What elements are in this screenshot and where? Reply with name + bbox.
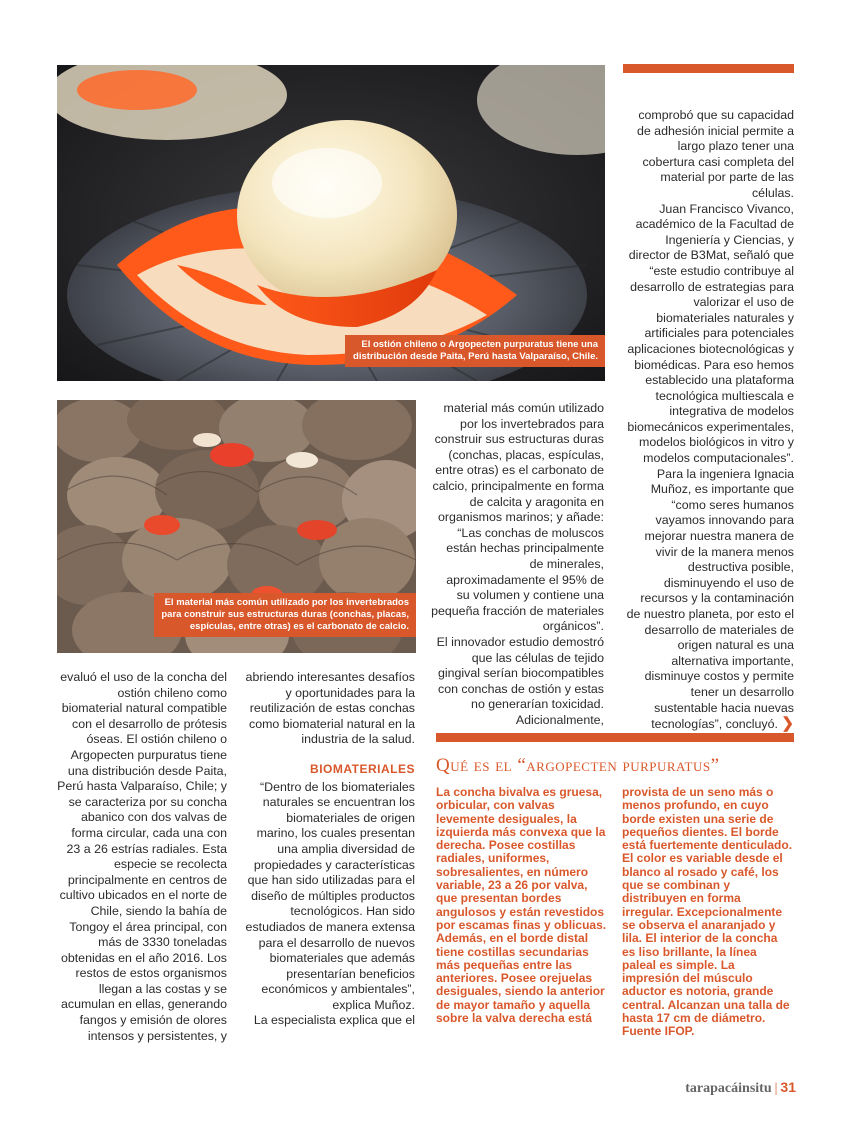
middle-lower-paragraph-3: La especialista explica que el: [253, 1013, 415, 1028]
right-column: [624, 108, 794, 733]
middle-lower-paragraph-2: “Dentro de los biomateriales naturales se encuentran los biomateriales de origen marino, los cuales presentan una amplia diversidad de propiedades y características que han sido utilizadas para el diseño de múltiples productos tecnológicos. Han sido estudiados de manera extensa para el desarrollo de nuevos biomateriales que además presentarían beneficios económicos y ambientales”, explica Muñoz.: [245, 779, 415, 1012]
middle-lower-paragraph-1: abriendo interesantes desafíos y oportunidades para la reutilización de estas conchas como biomaterial natural en la industria de la salud.: [245, 670, 415, 747]
page-number: 31: [780, 1079, 796, 1095]
left-column-paragraph-1: evaluó el uso de la concha del ostión chileno como biomaterial natural compatible con el desarrollo de prótesis óseas. El ostión chileno o Argopecten purpuratus tiene una distribución desde Paita, Perú hasta Valparaíso, Chile; y se caracteriza por su concha abanico con dos valvas de forma circular, cada una con 23 a 26 estrías radiales. Esta especie se recolecta principalmente en centros de cultivo ubicados en el norte de Chile, siendo la bahía de Tongoy el área principal, con más de 3330 toneladas obtenidas en el año 2016. Los restos de estos organismos llegan a las costas y se acumulan en ellas, generando fangos y emisión de olores intensos y persistentes, y: [57, 670, 227, 1043]
right-column-paragraph-3: [624, 467, 794, 733]
scallop-photo-illustration: [57, 65, 605, 381]
middle-upper-column: [430, 401, 604, 728]
middle-upper-paragraph-1: material más común utilizado por los invertebrados para construir sus estructuras duras (conchas, placas, espículas, entre otras) es el carbonato de calcio, principalmente en forma de calcita y aragonita en organismos marinos; y añade: “Las conchas de moluscos están hechas principalmente de minerales, aproximadamente el 95% de su volumen y contiene una pequeña fracción de materiales orgánicos”.: [431, 401, 604, 634]
shells-photo: [57, 400, 416, 653]
box-column-2: provista de un seno más o menos profundo, en cuyo borde existen una serie de pequeños dientes. El borde está fuertemente denticulado. El color es variable desde el blanco al rosado y café, los que se combinan y distribuyen en forma irregular. Excepcionalmente se observa el anaranjado y lila. El interior de la concha es liso brillante, la línea paleal es simple. La impresión del músculo aductor es notoria, grande central. Alcanzan una talla de hasta 17 cm de diámetro. Fuente IFOP.: [622, 785, 793, 1039]
left-column: [57, 670, 227, 1044]
middle-upper-paragraph-2: El innovador estudio demostró que las células de tejido gingival serían biocompatibles con conchas de ostión y estas no generarían toxicidad. Adicionalmente,: [436, 634, 604, 727]
scallop-photo-caption: El ostión chileno o Argopecten purpuratus tiene una distribución desde Paita, Perú hasta Valparaíso, Chile.: [345, 335, 605, 367]
right-column-paragraph-2: Juan Francisco Vivanco, académico de la Facultad de Ingeniería y Ciencias, y director de B3Mat, señaló que “este estudio contribuye al desarrollo de estrategias para valorizar el uso de biomateriales naturales y artificiales para potenciales aplicaciones biotecnológicas y biomédicas. Para eso hemos establecido una plataforma tecnológica multiescala e integrativa de modelos biomecánicos experimentales, modelos biológicos in vitro y modelos computacionales”.: [627, 201, 794, 466]
biomateriales-subheading: BIOMATERIALES: [310, 761, 415, 776]
middle-lower-column: [243, 670, 415, 1029]
right-column-paragraph-3-text: Para la ingeniera Ignacia Muñoz, es importante que “como seres humanos vayamos innovando para mejorar nuestra manera de vivir de la manera menos destructiva posible, disminuyendo el uso de recursos y la contaminación de nuestro planeta, por esto el desarrollo de materiales de origen natural es una alternativa importante, disminuye costos y permite tener un desarrollo sustentable hacia nuevas tecnologías”, concluyó.: [626, 466, 794, 732]
top-right-accent-bar: [623, 64, 794, 73]
box-accent-bar: [436, 733, 794, 742]
box-title: Qué es el “argopecten purpuratus”: [436, 755, 720, 776]
footer-brand: tarapacáinsitu: [685, 1081, 772, 1096]
footer-separator: |: [774, 1081, 778, 1096]
chevron-right-icon: ❯: [781, 715, 794, 733]
box-column-1: La concha bivalva es gruesa, orbicular, con valvas levemente desiguales, la izquierda más convexa que la derecha. Posee costillas radiales, uniformes, sobresalientes, en número variable, 23 a 26 por valva, que presentan bordes angulosos y están revestidos por escamas finas y oblicuas. Además, en el borde distal tiene costillas secundarias más pequeñas entre las anteriores. Posee orejuelas desiguales, siendo la anterior de mayor tamaño y aquella sobre la valva derecha está: [436, 785, 607, 1026]
right-column-paragraph-1: comprobó que su capacidad de adhesión inicial permite a largo plazo tener una cobertura casi completa del material por parte de las células.: [636, 108, 794, 200]
scallop-photo: [57, 65, 605, 381]
page-footer: [685, 1079, 796, 1097]
shells-photo-caption: El material más común utilizado por los invertebrados para construir sus estructuras duras (conchas, placas, espículas, entre otras) es el carbonato de calcio.: [154, 593, 416, 637]
